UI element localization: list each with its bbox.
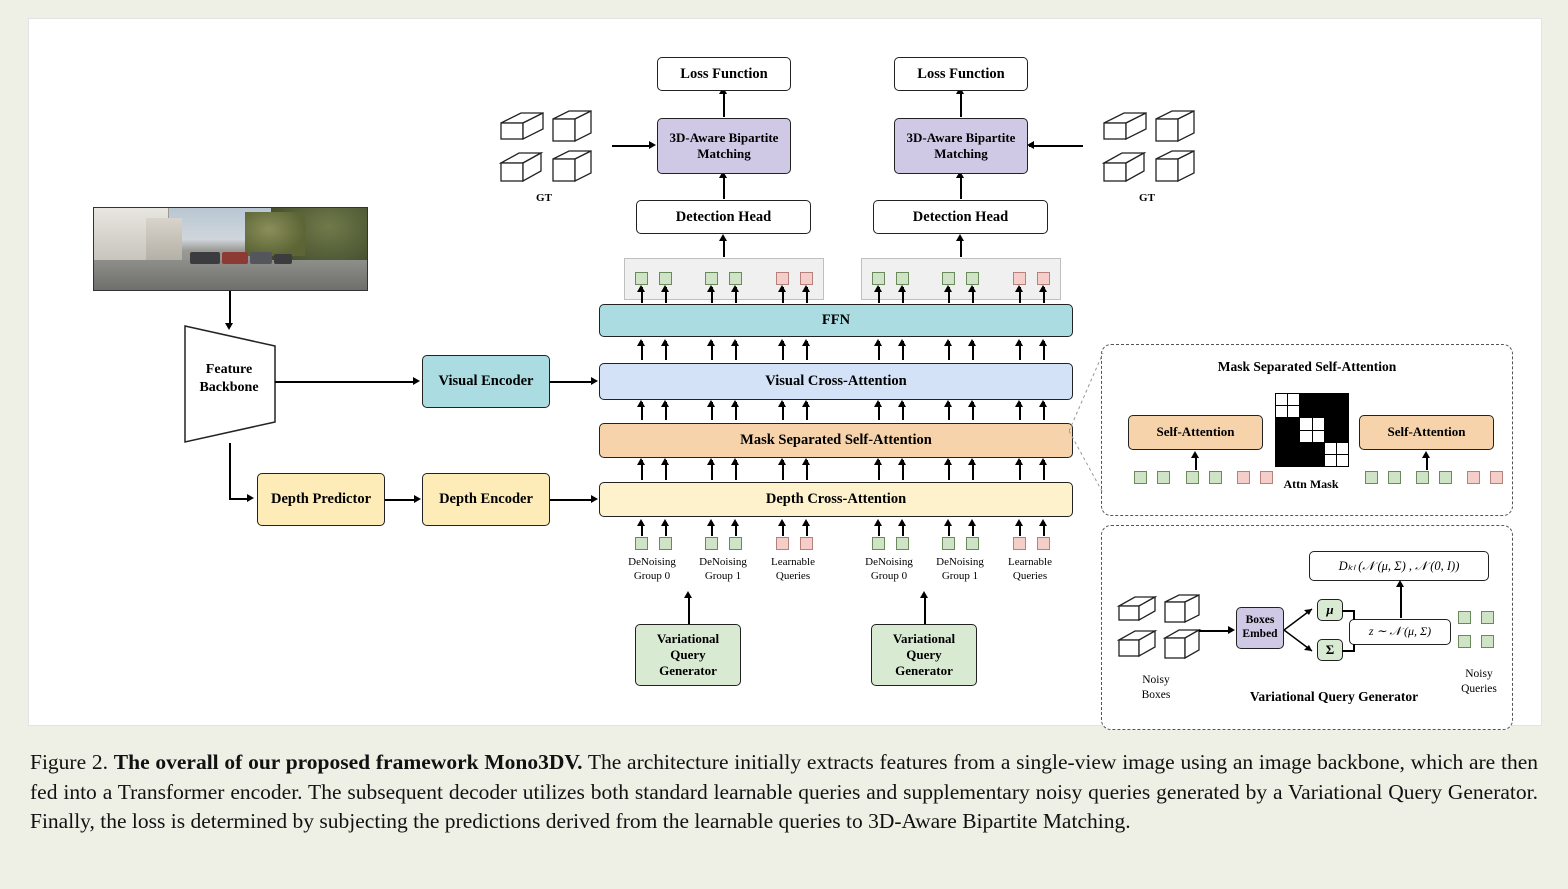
arrowhead-visual-encoder-to-decoder <box>591 377 598 385</box>
token-arrowhead <box>778 400 786 407</box>
bipartite-matching-line2: Matching <box>934 146 988 161</box>
token-arrowhead <box>731 458 739 465</box>
token-arrowhead <box>637 400 645 407</box>
attn-mask-label <box>1265 477 1357 492</box>
panel-arrowhead-right <box>1422 451 1430 458</box>
query-group-line1: Learnable <box>1008 556 1052 568</box>
token-arrowhead <box>661 458 669 465</box>
vqg-panel-title <box>1209 689 1459 705</box>
noisy-query-token <box>1481 611 1494 624</box>
vqg-line2: Query <box>906 646 942 662</box>
ffn-bar <box>599 304 1073 337</box>
token-arrowhead <box>898 285 906 292</box>
figure-caption <box>30 748 1538 837</box>
arrow-backbone-to-depth-1 <box>229 443 231 499</box>
query-group-label-2-left <box>758 555 828 584</box>
self-attention-right-label: Self-Attention <box>1387 424 1466 440</box>
token-arrowhead <box>707 339 715 346</box>
panel-token-left <box>1260 471 1273 484</box>
sigma-label: Σ <box>1325 641 1335 657</box>
token-arrowhead <box>944 285 952 292</box>
mu-label: μ <box>1326 601 1334 617</box>
depth-predictor-box <box>257 473 385 526</box>
noisy-queries-line1: Noisy <box>1465 668 1493 680</box>
loss-function-left <box>657 57 791 91</box>
arrow-backbone-to-visual-encoder <box>275 381 415 383</box>
query-arrowhead <box>968 519 976 526</box>
caption-number: Figure 2. <box>30 750 109 774</box>
token-arrowhead <box>1015 339 1023 346</box>
token-arrowhead <box>944 339 952 346</box>
boxes-embed-box <box>1236 607 1284 649</box>
gt-label-left <box>519 192 569 204</box>
arrow-noisy-boxes-to-embed <box>1199 630 1231 632</box>
token-arrowhead <box>1039 285 1047 292</box>
token-arrowhead <box>898 339 906 346</box>
token-arrowhead <box>707 458 715 465</box>
output-token <box>659 272 672 285</box>
decoder-left-token-panel <box>624 258 824 300</box>
detection-head-left-label: Detection Head <box>675 208 772 225</box>
visual-encoder-box <box>422 355 550 408</box>
token-arrowhead <box>968 458 976 465</box>
kl-divergence-box <box>1309 551 1489 581</box>
visual-encoder-label: Visual Encoder <box>438 373 534 390</box>
token-arrowhead <box>778 458 786 465</box>
mask-separated-self-attention-label: Mask Separated Self-Attention <box>740 432 932 449</box>
vqg-line3: Generator <box>895 663 953 679</box>
connector-sigma-vertical <box>1353 644 1355 652</box>
arrowhead-sample-to-kl <box>1396 580 1404 587</box>
arrow-depth-predictor-to-encoder <box>385 499 417 501</box>
loss-function-right-label: Loss Function <box>917 65 1005 82</box>
token-arrowhead <box>898 400 906 407</box>
feature-backbone-line2: Backbone <box>199 379 259 395</box>
token-arrowhead <box>944 458 952 465</box>
token-arrowhead <box>1015 400 1023 407</box>
input-query-token <box>872 537 885 550</box>
mu-box <box>1317 599 1343 621</box>
query-arrowhead <box>661 519 669 526</box>
query-arrowhead <box>731 519 739 526</box>
arrowhead-tokens-to-detection-head-left <box>719 234 727 241</box>
token-arrowhead <box>1015 458 1023 465</box>
arrow-tokens-to-detection-head-left <box>723 241 725 257</box>
detection-head-left <box>636 200 811 234</box>
arrow-depth-encoder-to-decoder <box>550 499 594 501</box>
arrowhead-gt-to-matching-left <box>649 141 656 149</box>
detection-head-right-label: Detection Head <box>912 208 1009 225</box>
token-arrowhead <box>661 285 669 292</box>
noisy-queries-line2: Queries <box>1461 682 1497 695</box>
noisy-boxes-line2: Boxes <box>1141 688 1171 701</box>
token-arrowhead <box>898 458 906 465</box>
loss-function-right <box>894 57 1028 91</box>
panel-arrow-right <box>1426 456 1428 470</box>
branch-arrows-mu-sigma <box>1284 599 1320 661</box>
output-token <box>1037 272 1050 285</box>
arrowhead-vqg-to-queries-left <box>684 591 692 598</box>
depth-cross-attention-bar <box>599 482 1073 517</box>
query-arrowhead <box>1015 519 1023 526</box>
arrowhead-backbone-to-visual-encoder <box>413 377 420 385</box>
panel-token-left <box>1186 471 1199 484</box>
input-query-token <box>705 537 718 550</box>
input-query-token <box>659 537 672 550</box>
query-group-line1: DeNoising <box>936 556 984 568</box>
depth-encoder-label: Depth Encoder <box>439 491 533 508</box>
arrow-sample-to-kl <box>1400 585 1402 618</box>
noisy-boxes-line1: Noisy <box>1142 674 1170 686</box>
input-query-token <box>800 537 813 550</box>
token-arrowhead <box>944 400 952 407</box>
attn-mask-text: Attn Mask <box>1283 477 1339 491</box>
panel-token-left <box>1157 471 1170 484</box>
output-token <box>942 272 955 285</box>
query-arrowhead <box>874 519 882 526</box>
token-arrowhead <box>968 285 976 292</box>
query-group-line2: Group 0 <box>870 570 908 583</box>
gt-cubes-right <box>1102 107 1202 189</box>
ffn-label: FFN <box>821 312 851 329</box>
vqg-panel-title-text: Variational Query Generator <box>1249 689 1419 704</box>
panel-token-right <box>1388 471 1401 484</box>
token-arrowhead <box>778 339 786 346</box>
gt-text: GT <box>1139 192 1155 204</box>
kl-divergence-label: Dₖₗ (𝒩 (μ, Σ) , 𝒩 (0, I)) <box>1338 558 1460 573</box>
depth-cross-attention-label: Depth Cross-Attention <box>765 491 907 508</box>
feature-backbone-line1: Feature <box>205 362 253 377</box>
output-token <box>872 272 885 285</box>
input-query-token <box>635 537 648 550</box>
input-query-token <box>942 537 955 550</box>
output-token <box>1013 272 1026 285</box>
query-group-line2: Queries <box>1012 570 1048 583</box>
token-arrowhead <box>661 339 669 346</box>
token-arrowhead <box>874 458 882 465</box>
mask-panel-title-text: Mask Separated Self-Attention <box>1217 359 1397 374</box>
noisy-boxes-label <box>1119 673 1193 703</box>
token-arrowhead <box>637 458 645 465</box>
token-arrowhead <box>731 339 739 346</box>
decoder-right-token-panel <box>861 258 1061 300</box>
input-query-token <box>966 537 979 550</box>
figure-canvas <box>28 18 1542 726</box>
query-group-label-0-left <box>617 555 687 584</box>
vqg-line1: Variational <box>892 630 956 646</box>
query-group-line1: DeNoising <box>628 556 676 568</box>
depth-predictor-label: Depth Predictor <box>271 491 371 508</box>
query-arrowhead <box>898 519 906 526</box>
token-arrowhead <box>874 400 882 407</box>
query-group-line1: DeNoising <box>865 556 913 568</box>
sample-z-box <box>1349 619 1451 645</box>
query-group-line2: Group 1 <box>941 570 979 583</box>
panel-arrowhead-left <box>1191 451 1199 458</box>
query-arrowhead <box>944 519 952 526</box>
panel-token-right <box>1490 471 1503 484</box>
arrowhead-noisy-boxes-to-embed <box>1228 626 1235 634</box>
depth-encoder-box <box>422 473 550 526</box>
arrow-visual-encoder-to-decoder <box>550 381 594 383</box>
variational-query-generator-left <box>635 624 741 686</box>
detection-head-right <box>873 200 1048 234</box>
self-attention-left-label: Self-Attention <box>1156 424 1235 440</box>
query-arrowhead <box>1039 519 1047 526</box>
caption-bold: The overall of our proposed framework Mono3DV. <box>113 750 583 774</box>
token-arrowhead <box>874 285 882 292</box>
query-group-line2: Group 0 <box>633 570 671 583</box>
arrow-detection-to-matching-left <box>723 177 725 199</box>
input-query-token <box>1037 537 1050 550</box>
boxes-embed-line1: Boxes <box>1245 614 1275 627</box>
arrow-backbone-to-depth-2 <box>229 498 249 500</box>
token-arrowhead <box>637 285 645 292</box>
bipartite-matching-line1: 3D-Aware Bipartite <box>906 129 1016 145</box>
arrow-tokens-to-detection-head-right <box>960 241 962 257</box>
arrow-vqg-to-queries-right <box>924 597 926 624</box>
query-group-line2: Queries <box>775 570 811 583</box>
visual-cross-attention-label: Visual Cross-Attention <box>765 373 907 390</box>
query-group-label-0-right <box>854 555 924 584</box>
query-group-line1: DeNoising <box>699 556 747 568</box>
query-arrowhead <box>778 519 786 526</box>
token-arrowhead <box>802 339 810 346</box>
panel-token-left <box>1134 471 1147 484</box>
token-arrowhead <box>802 400 810 407</box>
bipartite-matching-left <box>657 118 791 174</box>
panel-token-right <box>1439 471 1452 484</box>
query-group-label-1-left <box>688 555 758 584</box>
arrow-matching-to-loss-left <box>723 93 725 117</box>
token-arrowhead <box>802 458 810 465</box>
arrow-gt-to-matching-left <box>612 145 652 147</box>
panel-connector-lines <box>1069 349 1109 499</box>
variational-query-generator-right <box>871 624 977 686</box>
token-arrowhead <box>707 285 715 292</box>
token-arrowhead <box>778 285 786 292</box>
arrow-image-to-backbone <box>229 291 231 325</box>
arrow-matching-to-loss-right <box>960 93 962 117</box>
noisy-query-token <box>1458 611 1471 624</box>
arrow-gt-to-matching-right <box>1029 145 1083 147</box>
output-token <box>776 272 789 285</box>
input-query-token <box>1013 537 1026 550</box>
query-group-line1: Learnable <box>771 556 815 568</box>
panel-token-right <box>1416 471 1429 484</box>
connector-mu-vertical <box>1353 610 1355 620</box>
query-arrowhead <box>707 519 715 526</box>
arrowhead-vqg-to-queries-right <box>920 591 928 598</box>
sample-z-label: z ∼ 𝒩 (μ, Σ) <box>1368 624 1432 639</box>
bipartite-matching-line1: 3D-Aware Bipartite <box>669 129 779 145</box>
token-arrowhead <box>802 285 810 292</box>
gt-cubes-left <box>499 107 599 189</box>
input-query-token <box>729 537 742 550</box>
bipartite-matching-line2: Matching <box>697 146 751 161</box>
query-arrowhead <box>802 519 810 526</box>
query-group-label-1-right <box>925 555 995 584</box>
input-query-token <box>776 537 789 550</box>
token-arrowhead <box>707 400 715 407</box>
query-group-label-2-right <box>995 555 1065 584</box>
token-arrowhead <box>1039 339 1047 346</box>
token-arrowhead <box>1039 400 1047 407</box>
arrowhead-depth-predictor-to-encoder <box>414 495 421 503</box>
attention-mask-grid <box>1275 393 1349 467</box>
vqg-line3: Generator <box>659 663 717 679</box>
token-arrowhead <box>968 400 976 407</box>
panel-arrow-left <box>1195 456 1197 470</box>
panel-token-right <box>1467 471 1480 484</box>
token-arrowhead <box>731 400 739 407</box>
token-arrowhead <box>1015 285 1023 292</box>
token-arrowhead <box>731 285 739 292</box>
gt-label-right <box>1122 192 1172 204</box>
output-token <box>966 272 979 285</box>
panel-token-left <box>1237 471 1250 484</box>
self-attention-left-box <box>1128 415 1263 450</box>
caption-text: The architecture initially extracts features from a single-view image using an image backbone, which are then fed into a Transformer encoder. The subsequent decoder utilizes both standard learnable queries and supplementary noisy queries generated by a Variational Query Generator. Finally, the loss is determined by subjecting the predictions derived from the learnable queries to 3D-Aware Bipartite Matching. <box>30 750 1538 834</box>
arrowhead-depth-encoder-to-decoder <box>591 495 598 503</box>
loss-function-left-label: Loss Function <box>680 65 768 82</box>
input-street-image <box>93 207 368 291</box>
output-token <box>705 272 718 285</box>
token-arrowhead <box>874 339 882 346</box>
output-token <box>635 272 648 285</box>
self-attention-right-box <box>1359 415 1494 450</box>
sigma-box <box>1317 639 1343 661</box>
token-arrowhead <box>1039 458 1047 465</box>
arrow-detection-to-matching-right <box>960 177 962 199</box>
boxes-embed-line2: Embed <box>1242 628 1278 640</box>
feature-backbone-label <box>179 361 279 396</box>
token-arrowhead <box>637 339 645 346</box>
visual-cross-attention-bar <box>599 363 1073 400</box>
panel-token-right <box>1365 471 1378 484</box>
query-group-line2: Group 1 <box>704 570 742 583</box>
panel-token-left <box>1209 471 1222 484</box>
output-token <box>896 272 909 285</box>
vqg-line2: Query <box>670 646 706 662</box>
mask-panel-title <box>1101 359 1513 375</box>
query-arrowhead <box>637 519 645 526</box>
arrowhead-gt-to-matching-right <box>1027 141 1034 149</box>
output-token <box>729 272 742 285</box>
noisy-query-token <box>1481 635 1494 648</box>
noisy-boxes-cubes <box>1117 592 1203 670</box>
vqg-line1: Variational <box>656 630 720 646</box>
arrowhead-backbone-to-depth <box>247 494 254 502</box>
noisy-query-token <box>1458 635 1471 648</box>
bipartite-matching-right <box>894 118 1028 174</box>
arrowhead-tokens-to-detection-head-right <box>956 234 964 241</box>
input-query-token <box>896 537 909 550</box>
gt-text: GT <box>536 192 552 204</box>
arrow-vqg-to-queries-left <box>688 597 690 624</box>
output-token <box>800 272 813 285</box>
mask-separated-self-attention-bar <box>599 423 1073 458</box>
token-arrowhead <box>661 400 669 407</box>
token-arrowhead <box>968 339 976 346</box>
